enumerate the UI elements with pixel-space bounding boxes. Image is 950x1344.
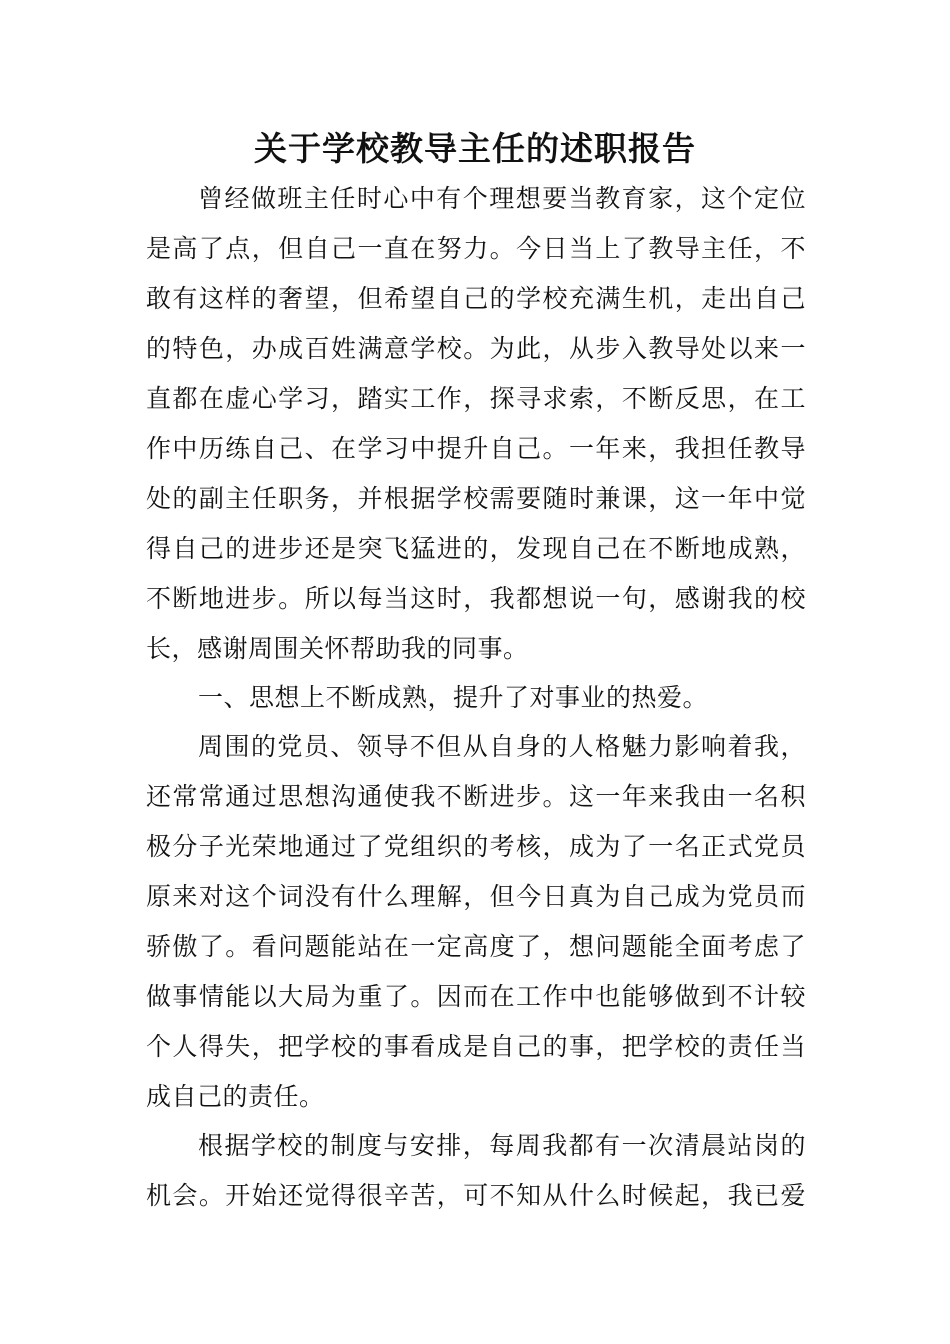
paragraph-line: 处的副主任职务，并根据学校需要随时兼课，这一年中觉 (146, 484, 806, 513)
paragraph-line: 个人得失，把学校的事看成是自己的事，把学校的责任当 (146, 1032, 806, 1061)
paragraph-line: 长，感谢周围关怀帮助我的同事。 (146, 634, 529, 663)
paragraph-line: 的特色，办成百姓满意学校。为此，从步入教导处以来一 (146, 334, 806, 363)
document-title: 关于学校教导主任的述职报告 (254, 129, 696, 168)
paragraph-line: 还常常通过思想沟通使我不断进步。这一年来我由一名积 (146, 782, 806, 811)
paragraph-line: 原来对这个词没有什么理解，但今日真为自己成为党员而 (146, 882, 806, 911)
paragraph-line: 得自己的进步还是突飞猛进的，发现自己在不断地成熟， (146, 534, 806, 563)
paragraph-line: 作中历练自己、在学习中提升自己。一年来，我担任教导 (146, 434, 806, 463)
paragraph-line: 极分子光荣地通过了党组织的考核，成为了一名正式党员 (146, 832, 806, 861)
paragraph-line: 不断地进步。所以每当这时，我都想说一句，感谢我的校 (146, 584, 806, 613)
paragraph-line: 直都在虚心学习，踏实工作，探寻求索，不断反思，在工 (146, 384, 806, 413)
paragraph-line: 是高了点，但自己一直在努力。今日当上了教导主任，不 (146, 234, 806, 263)
paragraph-line: 敢有这样的奢望，但希望自己的学校充满生机，走出自己 (146, 284, 806, 313)
paragraph-line: 成自己的责任。 (146, 1082, 325, 1111)
section-heading: 一、思想上不断成熟，提升了对事业的热爱。 (198, 683, 709, 712)
paragraph-line: 周围的党员、领导不但从自身的人格魅力影响着我， (198, 732, 806, 761)
paragraph-line: 做事情能以大局为重了。因而在工作中也能够做到不计较 (146, 982, 806, 1011)
paragraph-line: 骄傲了。看问题能站在一定高度了，想问题能全面考虑了 (146, 932, 806, 961)
paragraph-line: 机会。开始还觉得很辛苦，可不知从什么时候起，我已爱 (146, 1181, 806, 1210)
paragraph-line: 曾经做班主任时心中有个理想要当教育家，这个定位 (198, 184, 806, 213)
paragraph-line: 根据学校的制度与安排，每周我都有一次清晨站岗的 (198, 1131, 806, 1160)
